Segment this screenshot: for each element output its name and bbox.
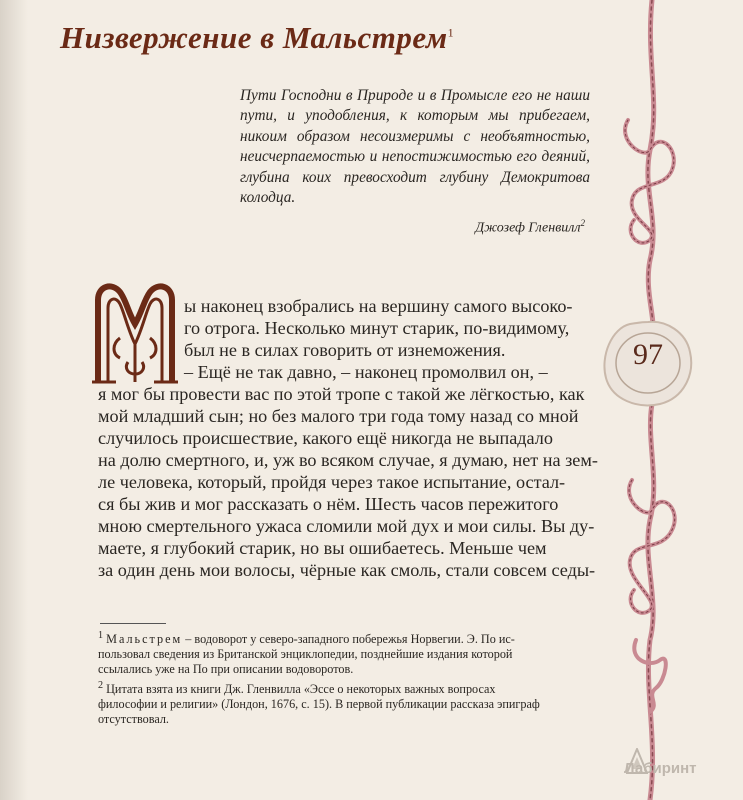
footnote-term: Мальстрем xyxy=(106,632,183,647)
body-line: мой младший сын; но без малого три года тому назад со мной xyxy=(98,406,579,426)
body-line: ле человека, который, пройдя через такое испытание, остал- xyxy=(98,472,566,492)
footnote-text: – водоворот у северо-западного побережья Норвегии. Э. По ис- xyxy=(182,632,515,647)
footnote-line xyxy=(98,628,598,647)
body-line: случилось происшествие, какого ещё никогда не выпадало xyxy=(98,428,553,448)
footnote-text: Цитата взята из книги Дж. Гленвилла «Эссе о некоторых важных вопросах xyxy=(103,681,496,696)
page-gutter-shade xyxy=(0,0,28,800)
footnote-line: ссылались уже на По при описании водоворотов. xyxy=(98,662,354,677)
body-line: был не в силах говорить от изнеможения. xyxy=(184,340,506,360)
body-line: ся бы жив и мог рассказать о нём. Шесть часов пережитого xyxy=(98,494,559,514)
footnotes xyxy=(98,628,598,727)
body-line: мною смертельного ужаса сломили мой дух и мои силы. Вы ду- xyxy=(98,516,595,536)
chapter-title xyxy=(60,20,454,56)
page-number: 97 xyxy=(633,338,663,371)
footnote-line: пользовал сведения из Британской энциклопедии, позднейшие издания которой xyxy=(98,647,513,662)
body-line: за один день мои волосы, чёрные как смоль, стали совсем седы- xyxy=(98,560,596,580)
body-line: на долю смертного, и, уж во всяком случае, я думаю, нет на зем- xyxy=(98,450,598,470)
body-line: – Ещё не так давно, – наконец промолвил он, – xyxy=(184,362,548,382)
footnote-divider xyxy=(100,623,166,624)
epigraph-author-name: Джозеф Гленвилл xyxy=(475,220,581,236)
chapter-title-text: Низвержение в Мальстрем xyxy=(60,20,448,55)
footnote-number: 1 xyxy=(98,630,104,641)
body-line: го отрога. Несколько минут старик, по-видимому, xyxy=(184,318,570,338)
chapter-title-footnote-ref: 1 xyxy=(447,25,455,40)
footnote-number: 2 xyxy=(98,679,104,691)
drop-cap-letter: М xyxy=(134,318,136,319)
footnote-line: философии и религии» (Лондон, 1676, с. 15). В первой публикации рассказа эпиграф xyxy=(98,696,540,711)
epigraph-author xyxy=(475,218,585,237)
body-line: маете, я глубокий старик, но вы ошибаетесь. Меньше чем xyxy=(98,538,547,558)
footnote-line xyxy=(98,678,598,697)
epigraph-text: Пути Господни в Природе и в Промысле его не наши пути, и уподобления, к которым мы прибегаем, никоим образом несоизмеримы с необъятностью, неисчерпаемостью и непостижимостью его деяний, глубина коих превосходит глубину Демокритова колодца. xyxy=(240,87,590,207)
body-line: я мог бы провести вас по этой тропе с такой же лёгкостью, как xyxy=(98,384,585,404)
footnote-line: отсутствовал. xyxy=(98,712,169,727)
body-line: ы наконец взобрались на вершину самого высоко- xyxy=(184,296,573,316)
epigraph-author-footnote-ref: 2 xyxy=(580,218,585,228)
watermark: Лабиринт xyxy=(624,760,697,777)
body-text xyxy=(98,295,600,581)
